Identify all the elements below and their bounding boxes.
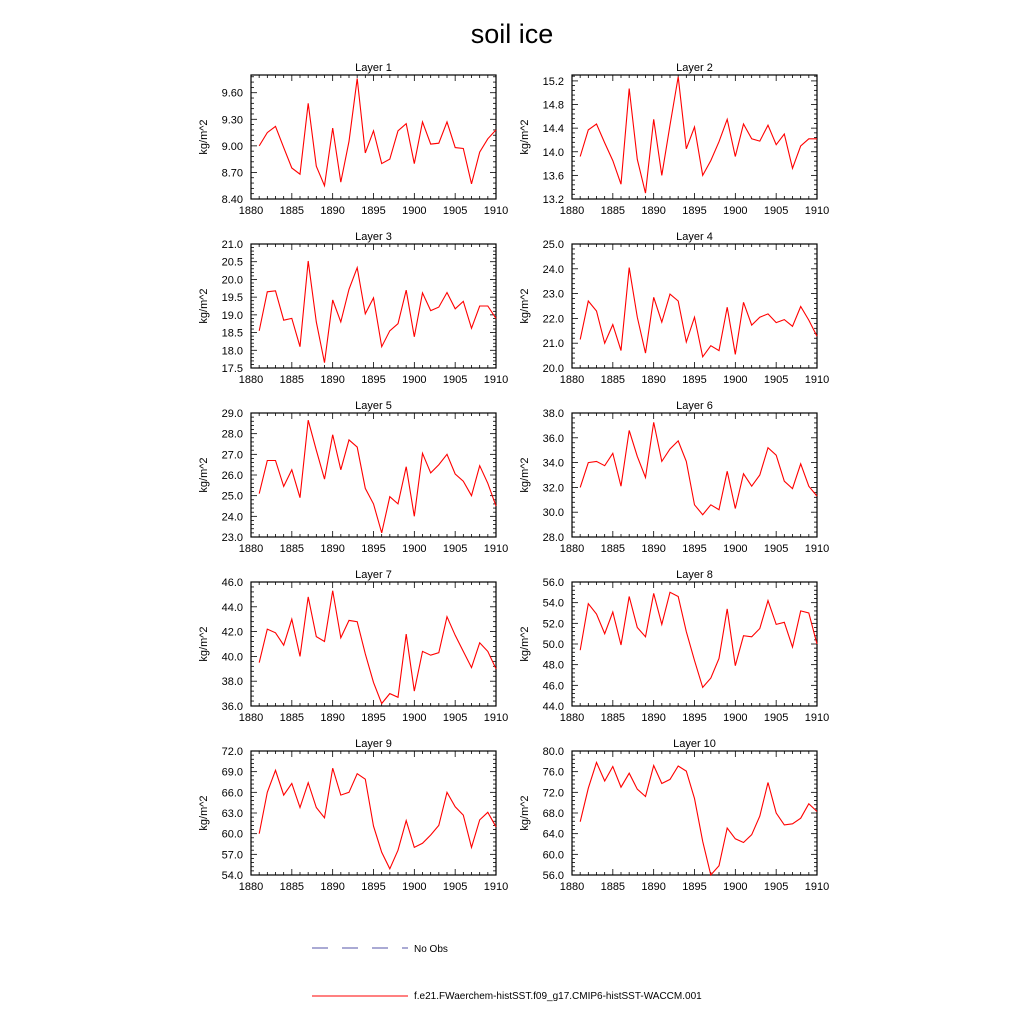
series-line [580,77,817,193]
x-tick-label: 1910 [483,205,509,217]
y-tick-label: 17.5 [221,363,243,375]
x-tick-label: 1900 [402,543,427,555]
x-tick-label: 1890 [641,205,666,217]
legend [312,944,702,1002]
y-tick-label: 36.0 [542,432,564,445]
y-axis-label: kg/m^2 [519,795,531,831]
y-tick-label: 29.0 [221,408,243,420]
x-tick-label: 1890 [320,205,345,217]
chart-panel-layer-7 [198,569,508,724]
y-tick-label: 46.0 [542,680,564,693]
x-tick-label: 1895 [682,881,707,893]
x-tick-label: 1905 [442,543,468,555]
plot-frame [572,244,817,368]
y-tick-label: 72.0 [542,787,564,800]
y-tick-label: 18.5 [221,327,243,340]
x-tick-label: 1900 [402,374,427,386]
y-tick-label: 14.4 [542,123,564,136]
y-axis-label: kg/m^2 [519,457,531,493]
x-tick-label: 1900 [723,205,748,217]
x-tick-label: 1910 [804,205,830,217]
plot-frame [251,751,496,875]
y-tick-label: 9.00 [221,140,243,153]
plot-frame [572,75,817,199]
x-tick-label: 1910 [804,374,830,386]
y-tick-label: 66.0 [221,787,243,800]
y-tick-label: 21.0 [542,338,564,351]
y-tick-label: 40.0 [221,651,243,664]
panel-title: Layer 7 [355,569,392,581]
y-tick-label: 54.0 [542,597,564,610]
series-line [580,762,817,875]
y-axis-label: kg/m^2 [198,626,210,662]
x-tick-label: 1880 [238,205,264,217]
panels [198,62,829,893]
y-tick-label: 19.5 [221,292,243,305]
y-tick-label: 15.2 [542,75,564,88]
y-tick-label: 13.2 [542,194,564,206]
chart-panel-layer-2 [519,62,829,217]
y-tick-label: 20.0 [221,274,243,287]
plot-frame [572,751,817,875]
y-tick-label: 44.0 [542,701,564,713]
chart-panel-layer-10 [519,738,829,893]
x-tick-label: 1890 [320,881,345,893]
series-line [580,422,817,514]
y-tick-label: 8.40 [221,194,243,206]
x-tick-label: 1895 [361,205,386,217]
x-tick-label: 1910 [483,374,509,386]
panel-title: Layer 6 [676,400,713,412]
y-tick-label: 25.0 [221,490,243,503]
y-tick-label: 48.0 [542,659,564,672]
x-tick-label: 1905 [763,712,789,724]
panel-title: Layer 4 [676,231,713,243]
y-tick-label: 19.0 [221,309,243,322]
series-line [580,592,817,687]
x-tick-label: 1890 [641,543,666,555]
panel-title: Layer 10 [673,738,716,750]
y-tick-label: 34.0 [542,457,564,470]
y-axis-label: kg/m^2 [519,626,531,662]
y-tick-label: 52.0 [542,618,564,631]
x-tick-label: 1880 [238,881,264,893]
x-tick-label: 1885 [600,374,626,386]
y-tick-label: 30.0 [542,507,564,520]
x-tick-label: 1905 [763,543,789,555]
plot-frame [251,75,496,199]
x-tick-label: 1890 [320,712,345,724]
x-tick-label: 1885 [279,881,305,893]
chart-panel-layer-4 [519,231,829,386]
x-tick-label: 1885 [279,374,305,386]
series-line [259,768,496,869]
x-tick-label: 1910 [804,881,830,893]
y-tick-label: 76.0 [542,766,564,779]
chart-panel-layer-1 [198,62,508,217]
x-tick-label: 1885 [600,205,626,217]
y-tick-label: 69.0 [221,766,243,779]
y-tick-label: 80.0 [542,746,564,758]
y-tick-label: 50.0 [542,639,564,651]
y-tick-label: 68.0 [542,808,564,820]
y-tick-label: 46.0 [221,577,243,589]
y-tick-label: 54.0 [221,870,243,882]
x-tick-label: 1880 [238,543,264,555]
y-tick-label: 63.0 [221,808,243,820]
y-tick-label: 23.0 [542,288,564,301]
y-tick-label: 9.30 [221,114,243,127]
x-tick-label: 1885 [600,712,626,724]
x-tick-label: 1910 [483,543,509,555]
y-axis-label: kg/m^2 [198,795,210,831]
y-tick-label: 44.0 [221,601,243,614]
x-tick-label: 1880 [559,881,585,893]
y-tick-label: 42.0 [221,626,243,639]
x-tick-label: 1900 [402,881,427,893]
y-tick-label: 24.0 [221,511,243,524]
x-tick-label: 1905 [763,205,789,217]
x-tick-label: 1890 [641,881,666,893]
series-line [259,79,496,186]
plot-frame [572,413,817,537]
x-tick-label: 1905 [442,205,468,217]
legend-label-model: f.e21.FWaerchem-histSST.f09_g17.CMIP6-histSST-WACCM.001 [414,991,702,1002]
x-tick-label: 1895 [361,881,386,893]
y-axis-label: kg/m^2 [519,119,531,155]
x-tick-label: 1890 [320,543,345,555]
x-tick-label: 1910 [804,543,830,555]
x-tick-label: 1905 [442,374,468,386]
x-tick-label: 1895 [361,374,386,386]
x-tick-label: 1880 [559,543,585,555]
plot-frame [251,244,496,368]
x-tick-label: 1900 [723,881,748,893]
x-tick-label: 1895 [682,374,707,386]
y-tick-label: 21.0 [221,239,243,251]
panel-title: Layer 2 [676,62,713,74]
y-tick-label: 27.0 [221,449,243,462]
x-tick-label: 1905 [442,881,468,893]
x-tick-label: 1880 [238,712,264,724]
panel-title: Layer 5 [355,400,392,412]
y-axis-label: kg/m^2 [198,457,210,493]
y-tick-label: 20.0 [542,363,564,375]
x-tick-label: 1885 [279,543,305,555]
x-tick-label: 1890 [641,712,666,724]
panel-title: Layer 3 [355,231,392,243]
y-tick-label: 9.60 [221,87,243,100]
chart-panel-layer-6 [519,400,829,555]
plot-frame [572,582,817,706]
y-tick-label: 28.0 [221,428,243,441]
x-tick-label: 1890 [641,374,666,386]
legend-label-no-obs: No Obs [414,944,448,955]
y-tick-label: 8.70 [221,167,243,180]
y-tick-label: 13.6 [542,170,564,183]
y-tick-label: 23.0 [221,532,243,544]
x-tick-label: 1900 [723,543,748,555]
x-tick-label: 1905 [442,712,468,724]
y-tick-label: 14.8 [542,99,564,112]
x-tick-label: 1895 [682,543,707,555]
chart-panel-layer-8 [519,569,829,724]
y-tick-label: 24.0 [542,263,564,276]
y-tick-label: 14.0 [542,146,564,159]
chart-panel-layer-3 [198,231,508,386]
x-tick-label: 1900 [402,712,427,724]
x-tick-label: 1910 [804,712,830,724]
x-tick-label: 1885 [279,712,305,724]
plot-frame [251,413,496,537]
x-tick-label: 1910 [483,881,509,893]
y-tick-label: 38.0 [221,676,243,689]
panel-title: Layer 1 [355,62,392,74]
x-tick-label: 1885 [279,205,305,217]
x-tick-label: 1900 [723,374,748,386]
y-tick-label: 22.0 [542,313,564,326]
y-tick-label: 57.0 [221,849,243,862]
x-tick-label: 1890 [320,374,345,386]
x-tick-label: 1900 [402,205,427,217]
y-tick-label: 25.0 [542,239,564,251]
series-line [259,261,496,363]
x-tick-label: 1885 [600,881,626,893]
y-tick-label: 38.0 [542,408,564,420]
panel-title: Layer 9 [355,738,392,750]
y-tick-label: 64.0 [542,828,564,841]
series-line [259,420,496,533]
y-tick-label: 56.0 [542,577,564,589]
y-tick-label: 60.0 [542,849,564,862]
x-tick-label: 1905 [763,881,789,893]
series-line [580,268,817,357]
panel-title: Layer 8 [676,569,713,581]
y-tick-label: 60.0 [221,828,243,841]
y-tick-label: 26.0 [221,470,243,482]
y-tick-label: 18.0 [221,345,243,358]
x-tick-label: 1905 [763,374,789,386]
figure-title: soil ice [470,19,554,49]
x-tick-label: 1880 [559,374,585,386]
x-tick-label: 1895 [361,712,386,724]
chart-panel-layer-5 [198,400,508,555]
y-tick-label: 36.0 [221,701,243,713]
y-tick-label: 72.0 [221,746,243,758]
y-tick-label: 32.0 [542,482,564,495]
y-tick-label: 56.0 [542,870,564,882]
x-tick-label: 1900 [723,712,748,724]
y-axis-label: kg/m^2 [198,119,210,155]
x-tick-label: 1910 [483,712,509,724]
series-line [259,591,496,704]
x-tick-label: 1895 [682,712,707,724]
x-tick-label: 1895 [682,205,707,217]
y-tick-label: 20.5 [221,256,243,269]
x-tick-label: 1895 [361,543,386,555]
y-tick-label: 28.0 [542,532,564,544]
x-tick-label: 1885 [600,543,626,555]
chart-panel-layer-9 [198,738,508,893]
y-axis-label: kg/m^2 [519,288,531,324]
y-axis-label: kg/m^2 [198,288,210,324]
x-tick-label: 1880 [238,374,264,386]
x-tick-label: 1880 [559,205,585,217]
x-tick-label: 1880 [559,712,585,724]
